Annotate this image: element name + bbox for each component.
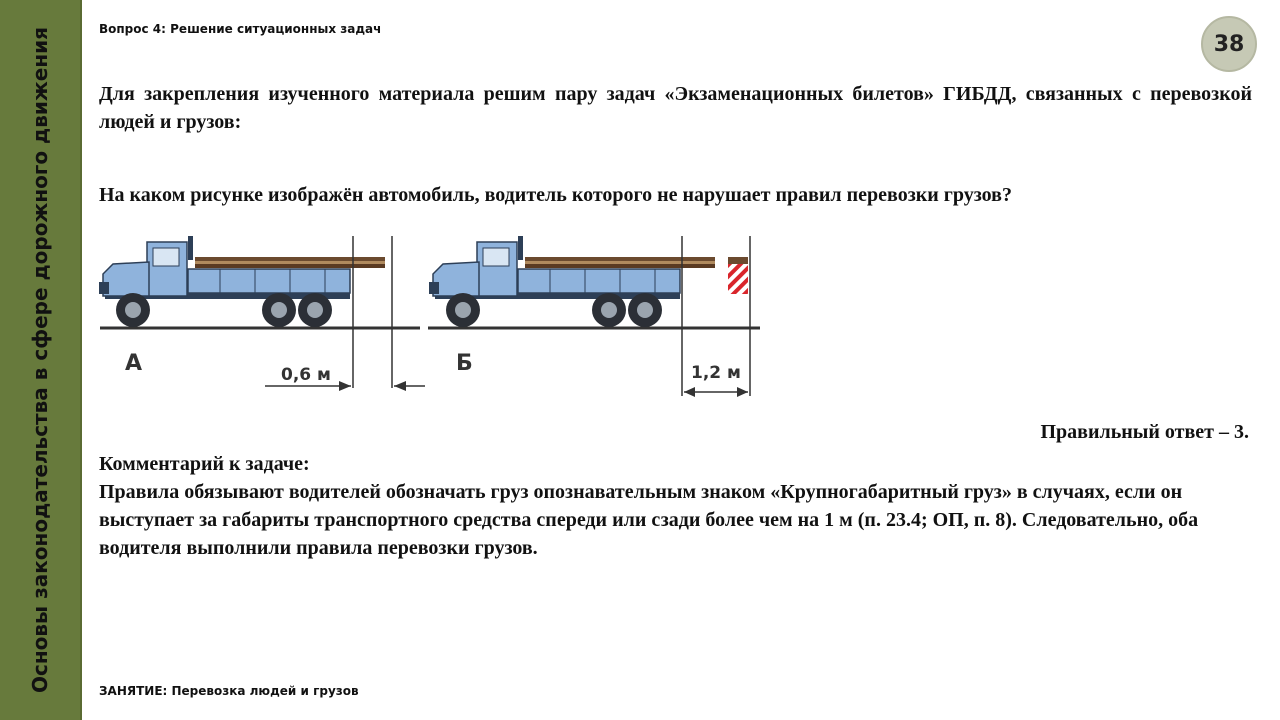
question-text: На каком рисунке изображён автомобиль, водитель которого не нарушает правил перевозки грузов? bbox=[99, 184, 1012, 206]
figure-dimension-a: 0,6 м bbox=[281, 365, 331, 385]
figure-label-b: Б bbox=[456, 351, 473, 376]
intro-text: Для закрепления изученного материала решим пару задач «Экзаменационных билетов» ГИБДД, связанных с перевозкой людей и грузов: bbox=[99, 83, 1252, 133]
figure-dimension-b: 1,2 м bbox=[691, 363, 741, 383]
truck-illustration bbox=[95, 228, 785, 403]
figure-label-a: А bbox=[125, 351, 143, 376]
truck-a bbox=[99, 236, 425, 391]
comment-body: Правила обязывают водителей обозначать груз опознавательным знаком «Крупногабаритный груз» в случаях, если он выступает за габариты транспортного средства спереди или сзади более чем на 1 м (п. 23.4; ОП, п. 8). Следовательно, оба водителя выполнили правила перевозки грузов. bbox=[99, 481, 1199, 559]
lesson-footer: ЗАНЯТИЕ: Перевозка людей и грузов bbox=[99, 684, 359, 698]
oversized-cargo-sign bbox=[728, 264, 748, 294]
comment-block bbox=[99, 450, 1249, 562]
topic-header: Вопрос 4: Решение ситуационных задач bbox=[99, 22, 382, 36]
comment-title: Комментарий к задаче: bbox=[99, 453, 310, 475]
sidebar bbox=[0, 0, 82, 720]
sidebar-title: Основы законодательства в сфере дорожного движения bbox=[28, 26, 52, 694]
answer-text: Правильный ответ – 3. bbox=[1040, 421, 1249, 443]
slide-number-badge: 38 bbox=[1201, 16, 1257, 72]
